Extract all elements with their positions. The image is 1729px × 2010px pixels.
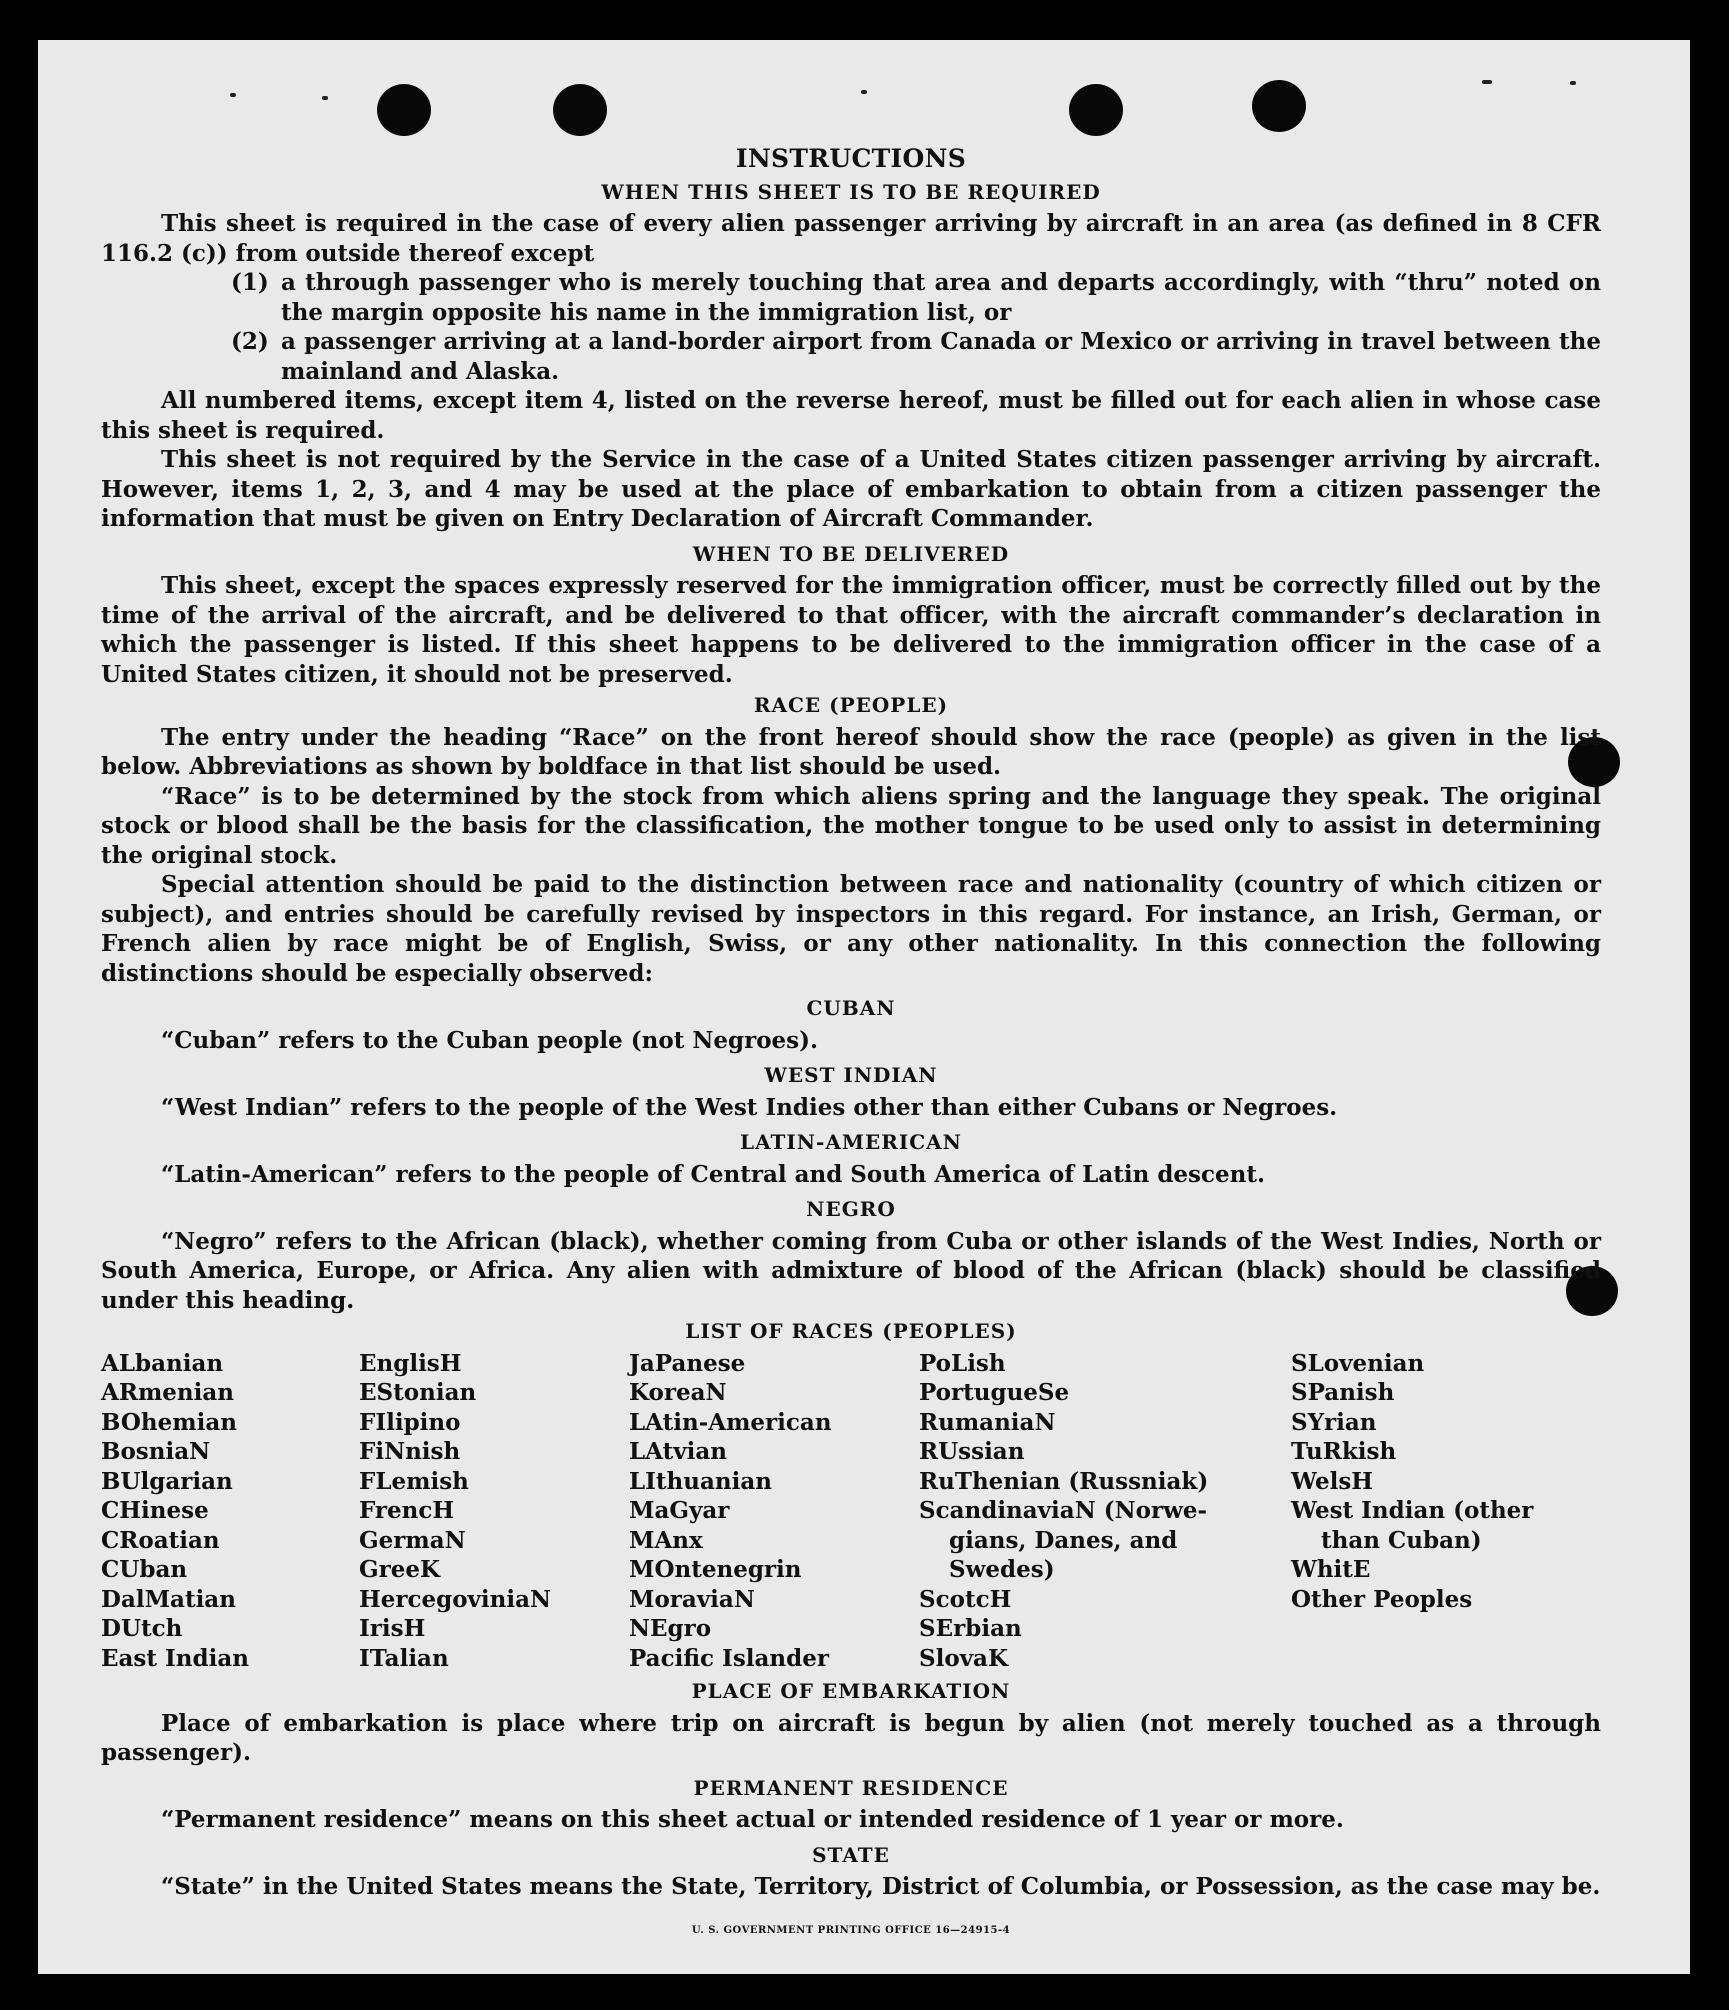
heading-list-of-races: LIST OF RACES (PEOPLES) — [685, 1319, 1017, 1343]
race-entry: PoLish — [919, 1349, 1006, 1377]
heading-negro: NEGRO — [806, 1197, 896, 1221]
paragraph: All numbered items, except item 4, listed on the reverse hereof, must be filled out for each alien in whose case this sheet is required. — [101, 387, 1601, 444]
heading-cuban: CUBAN — [806, 996, 896, 1020]
item-text: a through passenger who is merely touching that area and departs accordingly, with “thru” noted on the margin opposite his name in the immigration list, or — [281, 269, 1601, 326]
races-column — [1291, 1349, 1591, 1674]
race-entry: Swedes) — [949, 1556, 1055, 1583]
race-entry: MaGyar — [629, 1497, 730, 1524]
race-entry: ScandinaviaN (Norwe- — [919, 1497, 1208, 1524]
race-entry: SErbian — [919, 1615, 1022, 1642]
heading-when-delivered: WHEN TO BE DELIVERED — [692, 541, 1010, 566]
race-entry: East Indian — [101, 1644, 249, 1672]
race-entry: ScotcH — [919, 1585, 1012, 1613]
heading-when-required: WHEN THIS SHEET IS TO BE REQUIRED — [601, 179, 1101, 204]
paragraph: This sheet is required in the case of every alien passenger arriving by aircraft in an area (as defined in 8 CFR 116.2 (c)) from outside thereof except — [101, 210, 1601, 267]
race-entry: LAtin-American — [629, 1408, 832, 1436]
race-entry: GermaN — [359, 1526, 466, 1554]
list-item — [101, 268, 1601, 327]
race-entry: SLovenian — [1291, 1349, 1425, 1377]
race-entry: ARmenian — [101, 1379, 235, 1406]
race-entry: DalMatian — [101, 1585, 236, 1613]
speck — [1570, 81, 1576, 85]
race-entry: BUlgarian — [101, 1467, 233, 1495]
speck — [322, 96, 328, 100]
speck — [1482, 80, 1492, 84]
heading-race: RACE (PEOPLE) — [753, 693, 949, 717]
printer-imprint: U. S. GOVERNMENT PRINTING OFFICE 16—24915-4 — [691, 1924, 1011, 1936]
list-item — [101, 327, 1601, 386]
race-entry: CUban — [101, 1556, 188, 1583]
race-entry: FrencH — [359, 1497, 455, 1524]
paragraph: “West Indian” refers to the people of the West Indies other than either Cubans or Negroes. — [161, 1093, 1338, 1121]
race-entry: FiNnish — [359, 1438, 461, 1465]
paragraph: “Permanent residence” means on this sheet actual or intended residence of 1 year or more. — [161, 1806, 1344, 1833]
heading-embarkation: PLACE OF EMBARKATION — [691, 1679, 1011, 1703]
paragraph: Place of embarkation is place where trip on aircraft is begun by alien (not merely touched as a through passenger). — [101, 1709, 1601, 1766]
race-entry: Other Peoples — [1291, 1585, 1473, 1613]
race-entry: LAtvian — [629, 1438, 727, 1465]
race-entry: RuThenian (Russniak) — [919, 1467, 1209, 1495]
paragraph: “Race” is to be determined by the stock from which aliens spring and the language they speak. The original stock or blood shall be the basis for the classification, the mother tongue to be used only to assist in determining the original stock. — [101, 782, 1601, 869]
race-entry: PortugueSe — [919, 1379, 1070, 1406]
races-column — [101, 1349, 359, 1674]
race-entry: SPanish — [1291, 1379, 1395, 1406]
paragraph: “Negro” refers to the African (black), whether coming from Cuba or other islands of the West Indies, North or South America, Europe, or Africa. Any alien with admixture of blood of the African (black) should be classified under this heading. — [101, 1227, 1601, 1314]
races-list — [101, 1349, 1601, 1674]
paragraph: “Latin-American” refers to the people of Central and South America of Latin descent. — [161, 1160, 1265, 1188]
heading-west-indian: WEST INDIAN — [764, 1063, 938, 1087]
speck — [230, 93, 236, 97]
page-title: INSTRUCTIONS — [735, 144, 967, 173]
race-entry: JaPanese — [629, 1349, 746, 1377]
race-entry: FIlipino — [359, 1408, 461, 1436]
race-entry: WhitE — [1291, 1556, 1371, 1583]
paragraph: The entry under the heading “Race” on the front hereof should show the race (people) as given in the list below. Abbreviations as shown by boldface in that list should be used. — [101, 723, 1601, 780]
item-text: a passenger arriving at a land-border airport from Canada or Mexico or arriving in travel between the mainland and Alaska. — [281, 328, 1601, 385]
race-entry: CHinese — [101, 1497, 209, 1524]
race-entry: WelsH — [1291, 1467, 1374, 1495]
race-entry: KoreaN — [629, 1379, 727, 1406]
race-entry: SYrian — [1291, 1408, 1377, 1436]
race-entry: EStonian — [359, 1379, 477, 1406]
race-entry: GreeK — [359, 1556, 441, 1583]
paragraph: “Cuban” refers to the Cuban people (not Negroes). — [161, 1026, 819, 1054]
paragraph: This sheet, except the spaces expressly reserved for the immigration officer, must be correctly filled out by the time of the arrival of the aircraft, and be delivered to that officer, with the aircraft commander’s declaration in which the passenger is listed. If this sheet happens to be delivered to the immigration officer in the case of a United States citizen, it should not be preserved. — [101, 572, 1601, 688]
race-entry: ALbanian — [101, 1349, 224, 1377]
races-column — [629, 1349, 919, 1674]
races-column — [919, 1349, 1291, 1674]
race-entry: than Cuban) — [1321, 1526, 1482, 1554]
race-entry: BosniaN — [101, 1438, 211, 1465]
race-entry: West Indian (other — [1291, 1497, 1534, 1524]
races-column — [359, 1349, 629, 1674]
race-entry: HercegoviniaN — [359, 1585, 552, 1613]
race-entry: MOntenegrin — [629, 1556, 802, 1583]
race-entry: BOhemian — [101, 1408, 237, 1436]
race-entry: gians, Danes, and — [949, 1526, 1178, 1554]
heading-latin-american: LATIN-AMERICAN — [740, 1130, 962, 1154]
paragraph: Special attention should be paid to the distinction between race and nationality (country of which citizen or subject), and entries should be carefully revised by inspectors in this regard. For instance, an Irish, German, or French alien by race might be of English, Swiss, or any other nationality. In this connection the following distinctions should be especially observed: — [101, 871, 1601, 987]
race-entry: CRoatian — [101, 1526, 220, 1554]
instructions-content — [101, 102, 1601, 1945]
race-entry: SlovaK — [919, 1644, 1008, 1672]
race-entry: FLemish — [359, 1467, 469, 1495]
race-entry: DUtch — [101, 1615, 183, 1642]
heading-permanent-residence: PERMANENT RESIDENCE — [693, 1775, 1009, 1800]
race-entry: ITalian — [359, 1644, 449, 1672]
race-entry: Pacific Islander — [629, 1644, 829, 1672]
paragraph: This sheet is not required by the Service in the case of a United States citizen passenger arriving by aircraft. However, items 1, 2, 3, and 4 may be used at the place of embarkation to obtain from a citizen passenger the information that must be given on Entry Declaration of Aircraft Commander. — [101, 446, 1601, 532]
paragraph: “State” in the United States means the State, Territory, District of Columbia, or Possession, as the case may be. — [161, 1873, 1601, 1900]
race-entry: MoraviaN — [629, 1585, 755, 1613]
item-number: (2) — [231, 328, 269, 355]
heading-state: STATE — [812, 1842, 890, 1867]
race-entry: RumaniaN — [919, 1408, 1056, 1436]
item-number: (1) — [231, 269, 269, 296]
race-entry: EnglisH — [359, 1349, 462, 1377]
race-entry: TuRkish — [1291, 1438, 1397, 1465]
race-entry: MAnx — [629, 1526, 703, 1554]
race-entry: NEgro — [629, 1615, 712, 1642]
race-entry: IrisH — [359, 1615, 426, 1642]
speck — [861, 90, 867, 94]
race-entry: RUssian — [919, 1438, 1025, 1465]
race-entry: LIthuanian — [629, 1467, 772, 1495]
